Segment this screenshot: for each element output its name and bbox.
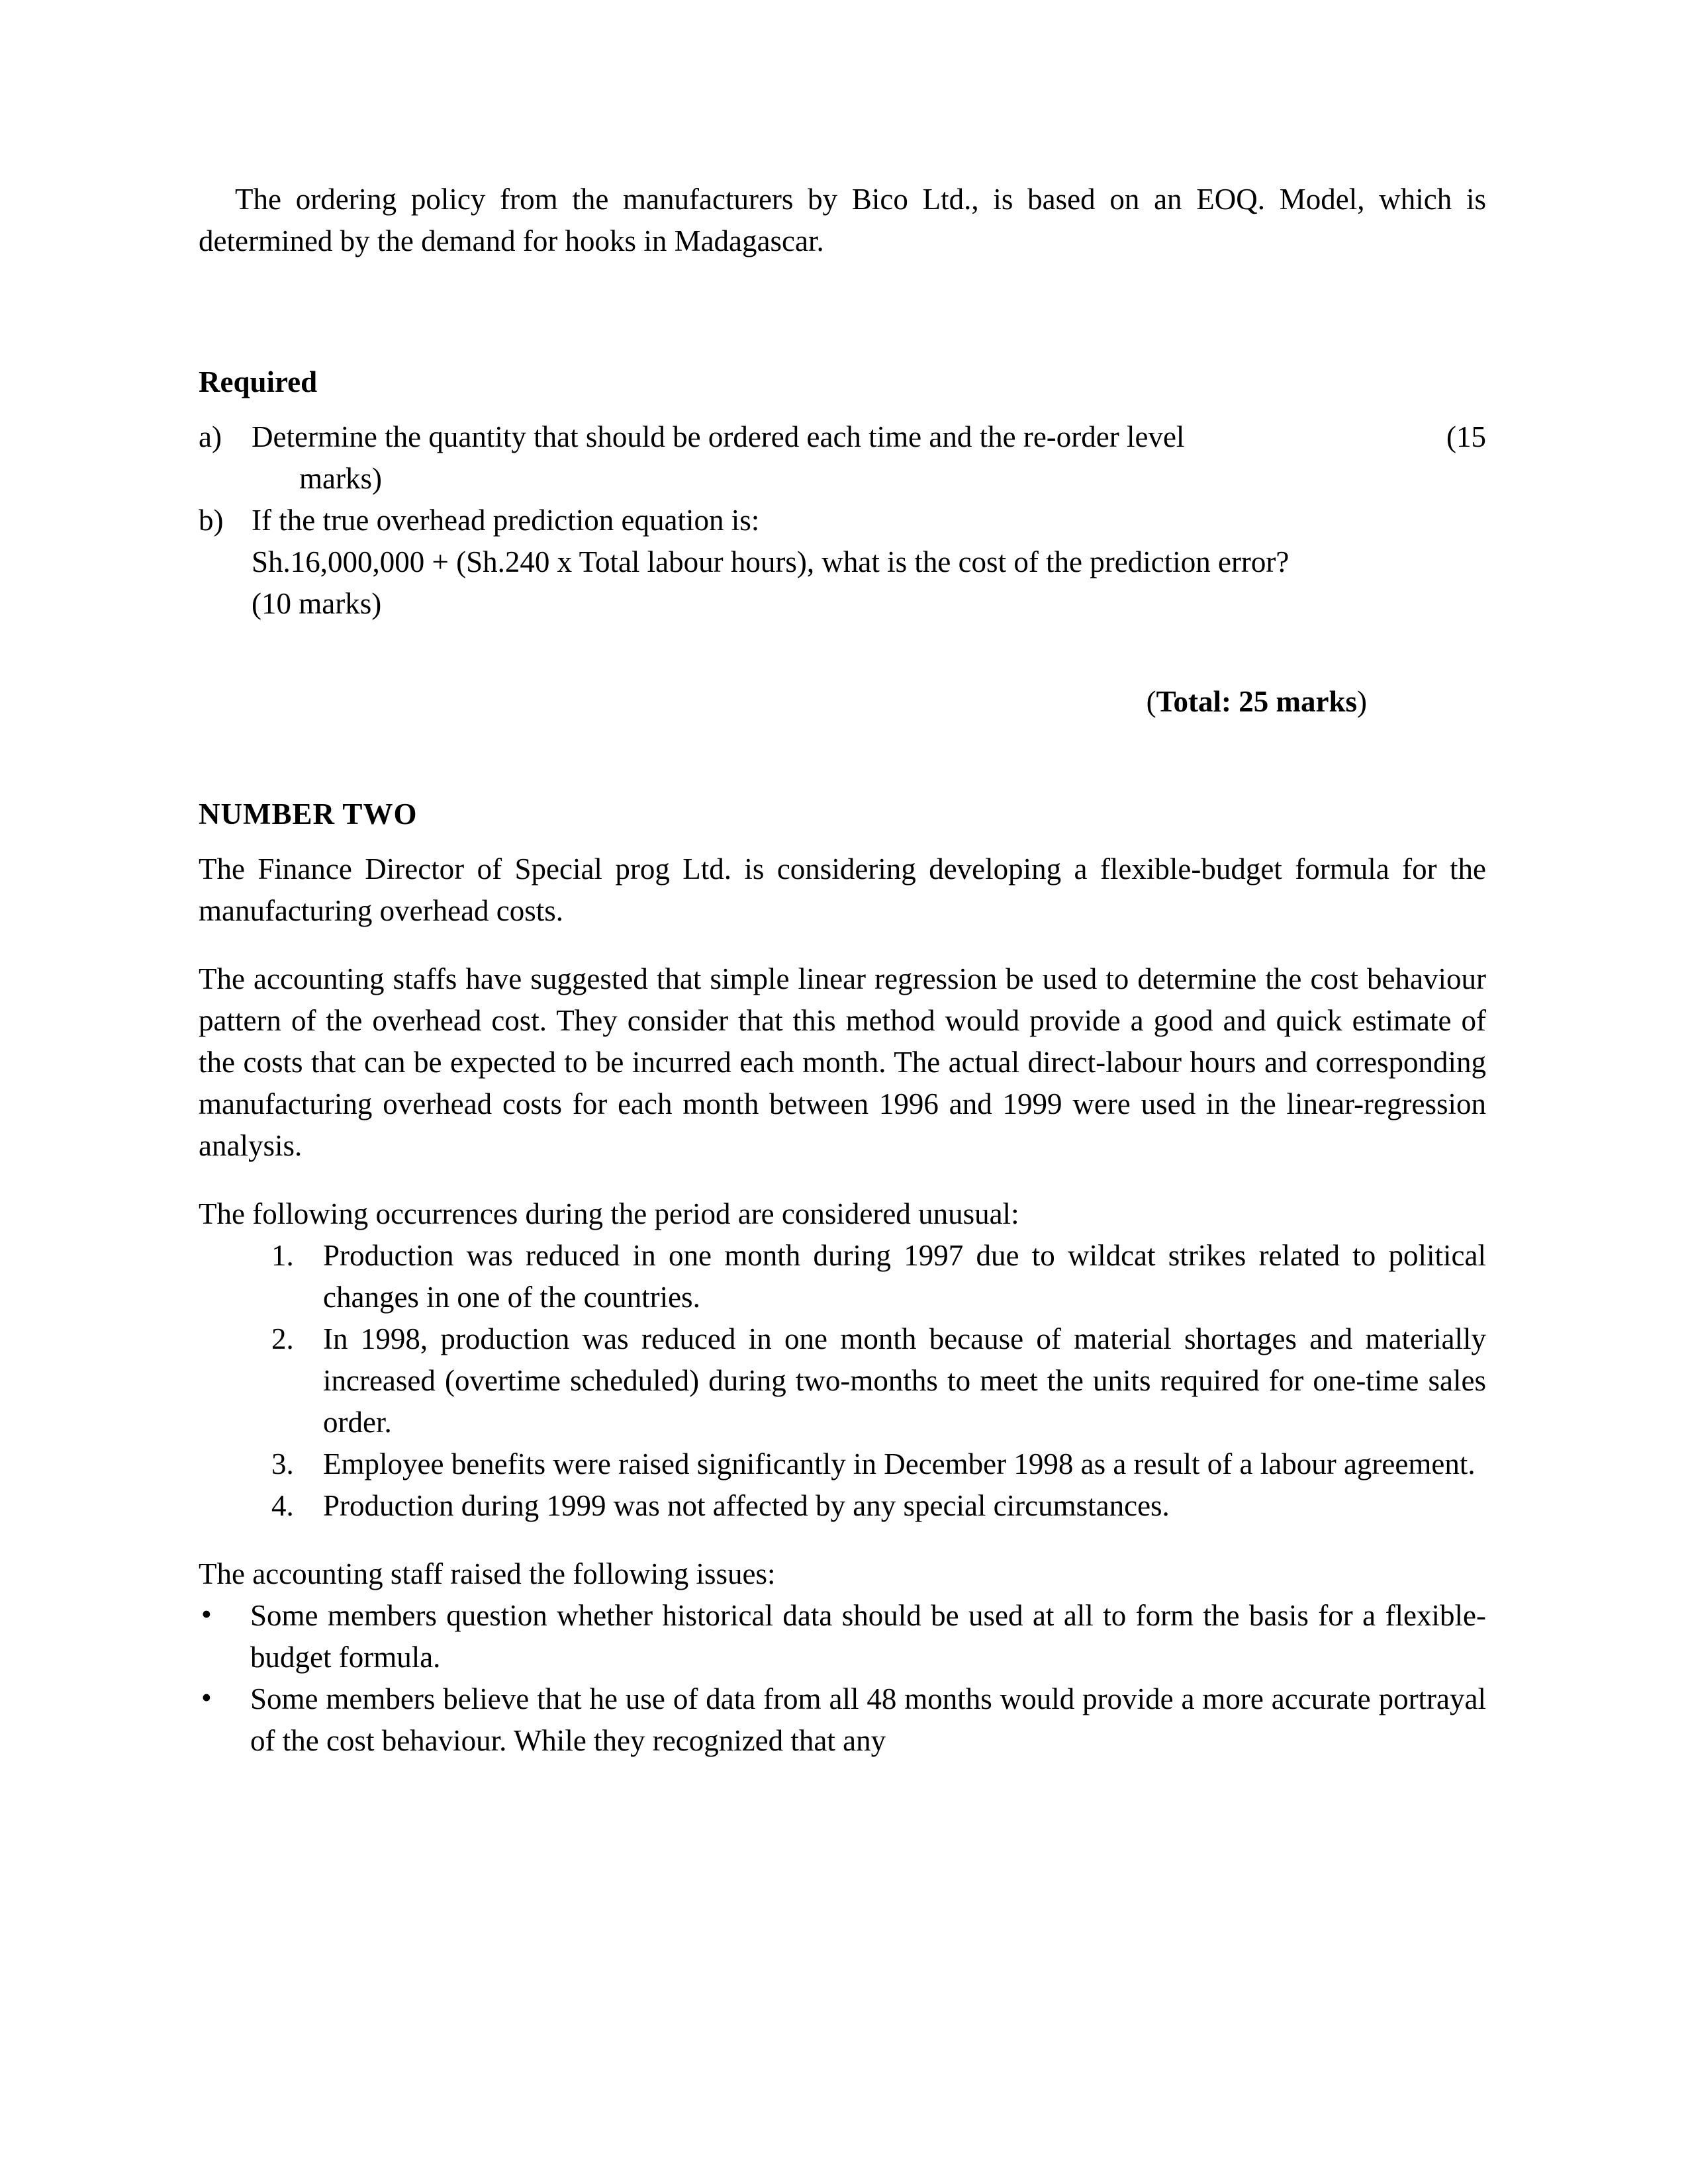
list-item bbox=[271, 1235, 1486, 1318]
spacer bbox=[199, 625, 1486, 651]
marks-annotation-a: (15 bbox=[1446, 420, 1486, 453]
spacer bbox=[199, 1167, 1486, 1193]
total-prefix: ( bbox=[1146, 685, 1156, 718]
finance-director-paragraph: The Finance Director of Special prog Ltd. is considering developing a flexible-budget formula for the manufacturing overhead costs. bbox=[199, 852, 1486, 927]
occurrences-intro: The following occurrences during the period are considered unusual: bbox=[199, 1197, 1019, 1230]
list-item-text: If the true overhead prediction equation is: bbox=[252, 504, 760, 537]
list-marker-2: 2. bbox=[271, 1322, 294, 1355]
list-item bbox=[271, 1485, 1486, 1527]
list-marker-1: 1. bbox=[271, 1239, 294, 1272]
list-item-text: Some members believe that he use of data from all 48 months would provide a more accurate portrayal of the cost behaviour. While they recognized that any bbox=[250, 1682, 1486, 1757]
intro-paragraph: The ordering policy from the manufacturers by Bico Ltd., is based on an EOQ. Model, which is determined by the demand for hooks in Madagascar. bbox=[199, 183, 1486, 257]
list-item-text: Determine the quantity that should be ordered each time and the re-order level bbox=[252, 420, 1185, 453]
list-item-text: Production during 1999 was not affected by any special circumstances. bbox=[323, 1489, 1170, 1522]
list-item bbox=[199, 500, 1486, 625]
list-item bbox=[199, 1678, 1486, 1762]
list-item bbox=[271, 1318, 1486, 1443]
list-item-continuation: marks) bbox=[299, 462, 382, 495]
list-item bbox=[271, 1443, 1486, 1485]
issues-list bbox=[199, 1595, 1486, 1762]
total-marks-line bbox=[199, 681, 1486, 723]
list-item bbox=[199, 1595, 1486, 1678]
marks-annotation-b: (10 marks) bbox=[252, 587, 382, 620]
list-item bbox=[199, 416, 1486, 500]
required-heading: Required bbox=[199, 365, 318, 398]
accounting-staffs-paragraph: The accounting staffs have suggested that simple linear regression be used to determine the cost behaviour pattern of the overhead cost. They consider that this method would provide a good and quick estimate of the costs that can be expected to be incurred each month. The actual direct-labour hours and corresponding manufacturing overhead costs for each month between 1996 and 1999 were used in the linear-regression analysis. bbox=[199, 962, 1486, 1162]
bullet-icon: • bbox=[201, 1598, 212, 1631]
list-marker-3: 3. bbox=[271, 1447, 294, 1480]
spacer bbox=[199, 835, 1486, 848]
question-heading: NUMBER TWO bbox=[199, 797, 418, 831]
document-content bbox=[199, 179, 1486, 1762]
issues-intro: The accounting staff raised the following issues: bbox=[199, 1557, 776, 1590]
total-suffix: ) bbox=[1357, 685, 1367, 718]
prediction-equation: Sh.16,000,000 + (Sh.240 x Total labour hours), what is the cost of the prediction error? bbox=[252, 545, 1289, 578]
list-item-text: Some members question whether historical data should be used at all to form the basis for a flexible-budget formula. bbox=[250, 1599, 1486, 1674]
list-marker-4: 4. bbox=[271, 1489, 294, 1522]
list-marker-b: b) bbox=[199, 504, 224, 537]
required-list bbox=[199, 416, 1486, 625]
list-item-text: Production was reduced in one month during 1997 due to wildcat strikes related to political changes in one of the countries. bbox=[323, 1239, 1486, 1314]
total-marks-value: Total: 25 marks bbox=[1156, 685, 1357, 718]
spacer bbox=[199, 1527, 1486, 1553]
spacer bbox=[199, 403, 1486, 416]
spacer bbox=[199, 752, 1486, 794]
spacer bbox=[199, 932, 1486, 958]
occurrences-list bbox=[199, 1235, 1486, 1527]
list-item-text: Employee benefits were raised significantly in December 1998 as a result of a labour agreement. bbox=[323, 1447, 1476, 1480]
spacer bbox=[199, 262, 1486, 361]
bullet-icon: • bbox=[201, 1681, 212, 1714]
list-item-text: In 1998, production was reduced in one month because of material shortages and materially increased (overtime scheduled) during two-months to meet the units required for one-time sales order. bbox=[323, 1322, 1486, 1439]
list-marker-a: a) bbox=[199, 420, 222, 453]
